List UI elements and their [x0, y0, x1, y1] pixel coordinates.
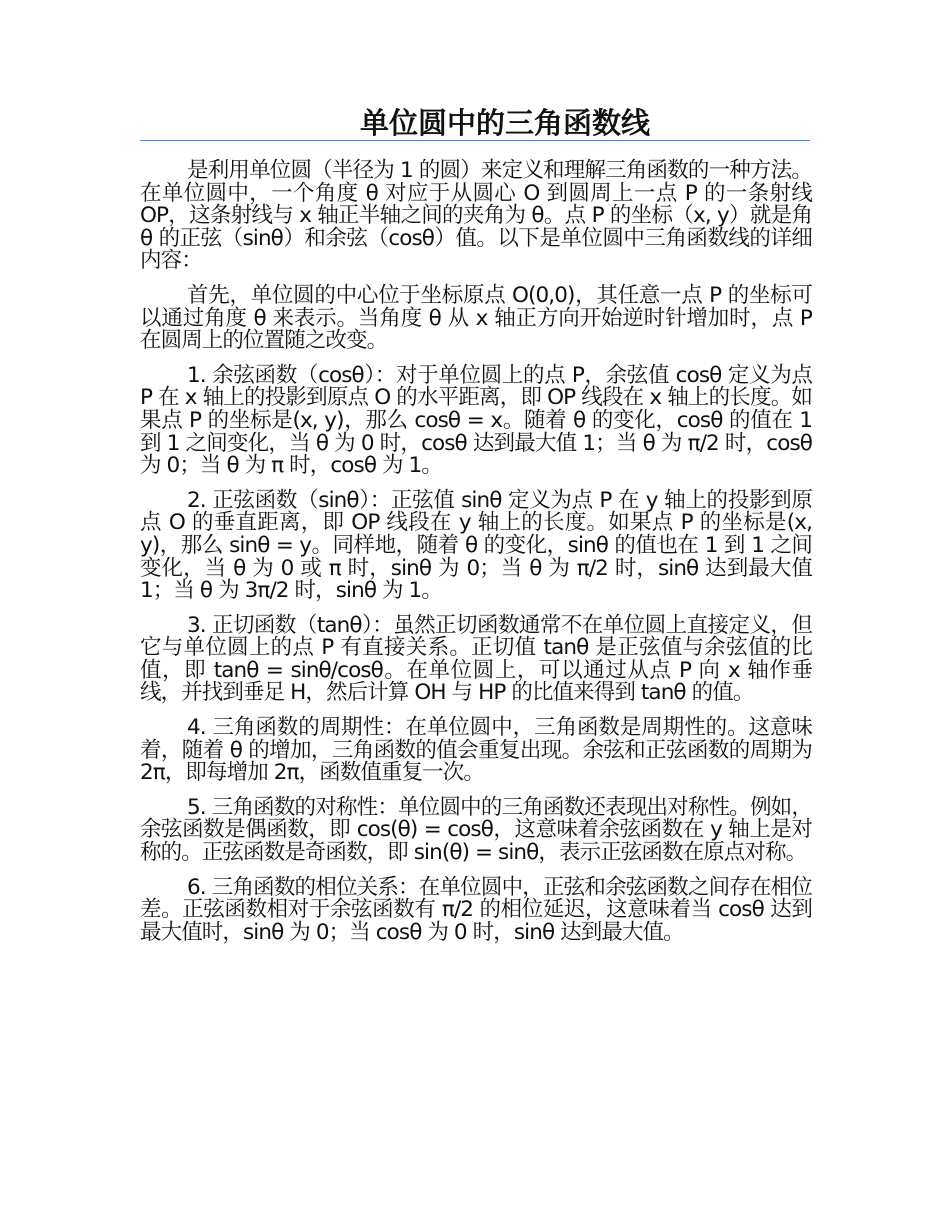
title-underline	[140, 104, 810, 141]
paragraph-symmetry: 5. 三角函数的对称性：单位圆中的三角函数还表现出对称性。例如，余弦函数是偶函数，即 cos(θ) = cosθ，这意味着余弦函数在 y 轴上是对称的。正弦函数是奇函数，即 sin(θ) = sinθ，表示正弦函数在原点对称。	[140, 794, 812, 866]
page-title: 单位圆中的三角函数线	[359, 106, 650, 140]
paragraph-unit-circle-center: 首先，单位圆的中心位于坐标原点 O(0,0)，其任意一点 P 的坐标可以通过角度 θ 来表示。当角度 θ 从 x 轴正方向开始逆时针增加时，点 P 在圆周上的位置随之改变。	[140, 282, 812, 354]
paragraph-periodicity: 4. 三角函数的周期性：在单位圆中，三角函数是周期性的。这意味着，随着 θ 的增加，三角函数的值会重复出现。余弦和正弦函数的周期为 2π，即每增加 2π，函数值重复一次。	[140, 715, 812, 786]
paragraph-tangent: 3. 正切函数（tanθ）：虽然正切函数通常不在单位圆上直接定义，但它与单位圆上的点 P 有直接关系。正切值 tanθ 是正弦值与余弦值的比值，即 tanθ = sinθ/cosθ。在单位圆上，可以通过从点 P 向 x 轴作垂线，并找到垂足 H，然后计算 OH 与 HP 的比值来得到 tanθ 的值。	[140, 612, 812, 706]
paragraph-phase: 6. 三角函数的相位关系：在单位圆中，正弦和余弦函数之间存在相位差。正弦函数相对于余弦函数有 π/2 的相位延迟，这意味着当 cosθ 达到最大值时，sinθ 为 0；当 cosθ 为 0 时，sinθ 达到最大值。	[140, 874, 812, 945]
document-body	[140, 160, 812, 956]
paragraph-intro: 是利用单位圆（半径为 1 的圆）来定义和理解三角函数的一种方法。在单位圆中，一个角度 θ 对应于从圆心 O 到圆周上一点 P 的一条射线 OP，这条射线与 x 轴正半轴之间的夹角为 θ。点 P 的坐标（x, y）就是角 θ 的正弦（sinθ）和余弦（cosθ）值。以下是单位圆中三角函数线的详细内容：	[140, 158, 812, 274]
paragraph-sine: 2. 正弦函数（sinθ）：正弦值 sinθ 定义为点 P 在 y 轴上的投影到原点 O 的垂直距离，即 OP 线段在 y 轴上的长度。如果点 P 的坐标是(x, y)，那么 sinθ = y。同样地，随着 θ 的变化，sinθ 的值也在 1 到 1 之间变化，当 θ 为 0 或 π 时，sinθ 为 0；当 θ 为 π/2 时，sinθ 达到最大值 1；当 θ 为 3π/2 时，sinθ 为 1。	[140, 487, 812, 604]
paragraph-cosine: 1. 余弦函数（cosθ）：对于单位圆上的点 P，余弦值 cosθ 定义为点 P 在 x 轴上的投影到原点 O 的水平距离，即 OP 线段在 x 轴上的长度。如果点 P 的坐标是(x, y)，那么 cosθ = x。随着 θ 的变化，cosθ 的值在 1 到 1 之间变化，当 θ 为 0 时，cosθ 达到最大值 1；当 θ 为 π/2 时，cosθ 为 0；当 θ 为 π 时，cosθ 为 1。	[140, 362, 812, 479]
